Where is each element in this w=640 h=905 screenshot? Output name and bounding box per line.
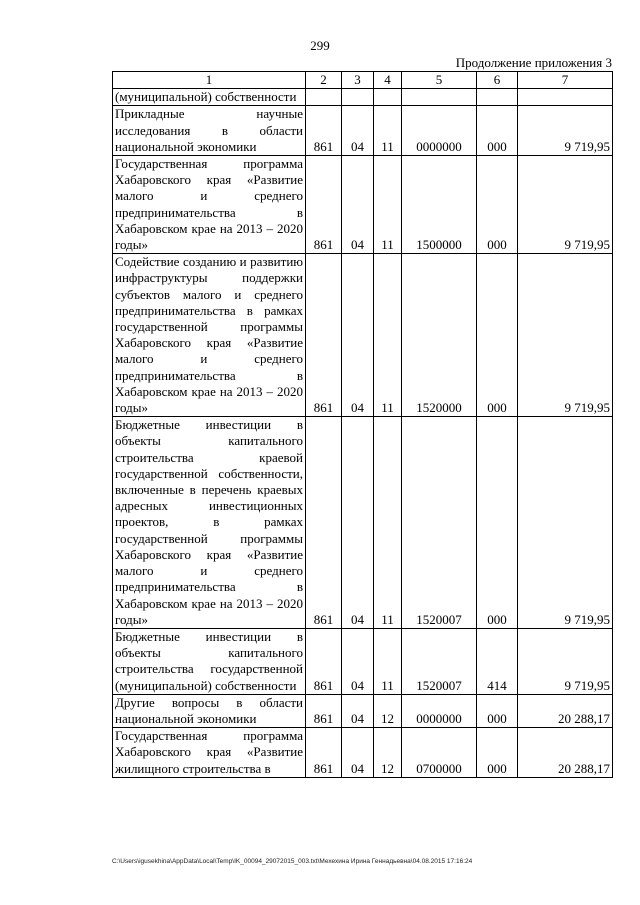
cell-code — [306, 89, 342, 106]
cell-type: 000 — [477, 694, 518, 727]
cell-code: 861 — [306, 156, 342, 254]
cell-type: 414 — [477, 628, 518, 694]
cell-type: 000 — [477, 417, 518, 629]
item-name: Бюджетные инвестиции в объекты капитального строительства краевой государственной собственности, включенные в перечень краевых адресных инвестиционных проектов, в рамках государственной программы Хабаровского края «Развитие малого и среднего предпринимательства в Хабаровском крае на 2013 – 2020 годы» — [113, 417, 306, 629]
cell-subsection: 11 — [374, 417, 402, 629]
cell-section: 04 — [342, 628, 374, 694]
table-row — [113, 106, 613, 156]
cell-section: 04 — [342, 694, 374, 727]
cell-sum — [518, 89, 613, 106]
item-name: Содействие созданию и развитию инфраструктуры поддержки субъектов малого и среднего предпринимательства в рамках государственной программы Хабаровского края «Развитие малого и среднего предпринимательства в Хабаровском крае на 2013 – 2020 годы» — [113, 254, 306, 417]
item-name: Прикладные научные исследования в области национальной экономики — [113, 106, 306, 156]
item-name: (муниципальной) собственности — [113, 89, 306, 106]
table-row — [113, 89, 613, 106]
cell-sum: 9 719,95 — [518, 106, 613, 156]
cell-target: 0000000 — [402, 106, 477, 156]
table-row — [113, 417, 613, 629]
cell-subsection: 11 — [374, 156, 402, 254]
cell-code: 861 — [306, 628, 342, 694]
item-name: Государственная программа Хабаровского края «Развитие жилищного строительства в — [113, 728, 306, 778]
cell-subsection: 11 — [374, 254, 402, 417]
item-name: Бюджетные инвестиции в объекты капитального строительства государственной (муниципальной) собственности — [113, 628, 306, 694]
header-cell: 4 — [374, 72, 402, 89]
cell-section: 04 — [342, 728, 374, 778]
cell-type — [477, 89, 518, 106]
cell-target: 1500000 — [402, 156, 477, 254]
cell-target: 0000000 — [402, 694, 477, 727]
cell-subsection: 12 — [374, 694, 402, 727]
table-header-row — [113, 72, 613, 89]
table-row — [113, 728, 613, 778]
item-name: Другие вопросы в области национальной экономики — [113, 694, 306, 727]
cell-sum: 9 719,95 — [518, 628, 613, 694]
header-cell: 5 — [402, 72, 477, 89]
cell-sum: 9 719,95 — [518, 156, 613, 254]
cell-section: 04 — [342, 156, 374, 254]
table-row — [113, 156, 613, 254]
cell-section: 04 — [342, 417, 374, 629]
cell-type: 000 — [477, 728, 518, 778]
cell-subsection — [374, 89, 402, 106]
cell-subsection: 11 — [374, 628, 402, 694]
table-row — [113, 254, 613, 417]
table-row — [113, 694, 613, 727]
header-cell: 1 — [113, 72, 306, 89]
cell-sum: 20 288,17 — [518, 728, 613, 778]
table-row — [113, 628, 613, 694]
cell-code: 861 — [306, 417, 342, 629]
header-cell: 6 — [477, 72, 518, 89]
header-cell: 7 — [518, 72, 613, 89]
cell-code: 861 — [306, 728, 342, 778]
item-name: Государственная программа Хабаровского края «Развитие малого и среднего предпринимательства в Хабаровском крае на 2013 – 2020 годы» — [113, 156, 306, 254]
header-cell: 3 — [342, 72, 374, 89]
cell-type: 000 — [477, 106, 518, 156]
cell-target: 0700000 — [402, 728, 477, 778]
cell-target: 1520007 — [402, 628, 477, 694]
cell-section: 04 — [342, 254, 374, 417]
cell-subsection: 11 — [374, 106, 402, 156]
cell-code: 861 — [306, 694, 342, 727]
budget-table — [112, 71, 613, 778]
cell-target: 1520000 — [402, 254, 477, 417]
cell-target — [402, 89, 477, 106]
cell-sum: 9 719,95 — [518, 417, 613, 629]
cell-sum: 20 288,17 — [518, 694, 613, 727]
header-cell: 2 — [306, 72, 342, 89]
cell-sum: 9 719,95 — [518, 254, 613, 417]
cell-type: 000 — [477, 254, 518, 417]
cell-subsection: 12 — [374, 728, 402, 778]
page-number: 299 — [310, 38, 330, 53]
cell-section: 04 — [342, 106, 374, 156]
cell-type: 000 — [477, 156, 518, 254]
cell-code: 861 — [306, 254, 342, 417]
cell-section — [342, 89, 374, 106]
cell-code: 861 — [306, 106, 342, 156]
cell-target: 1520007 — [402, 417, 477, 629]
continuation-label: Продолжение приложения 3 — [455, 55, 612, 70]
file-path-footer: C:\Users\igusekhina\AppData\Local\Temp\IK_00094_29072015_003.txt\Мехехина Ирина Геннадьевна\04.08.2015 17:16:24 — [112, 858, 473, 865]
